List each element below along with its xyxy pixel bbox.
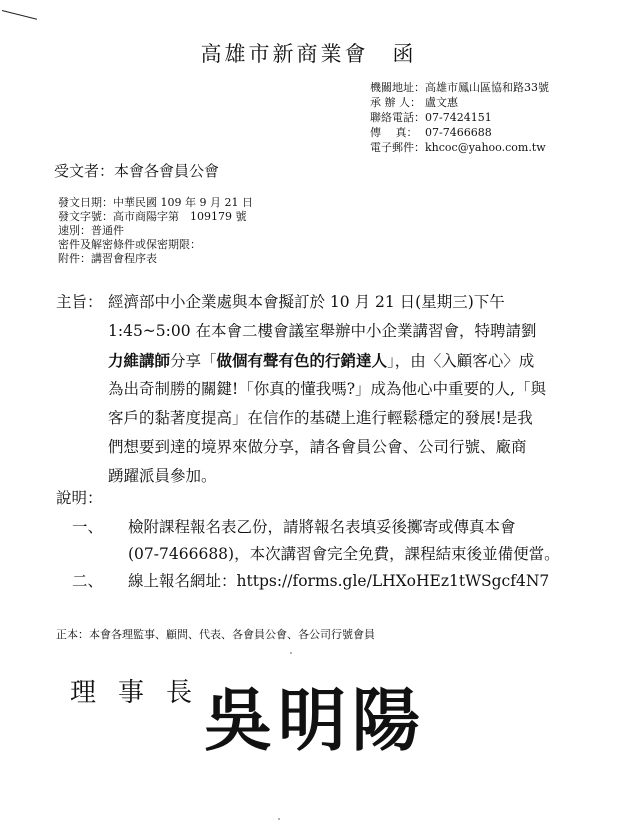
sender-contact-key: 承 辦 人： — [370, 96, 421, 109]
sender-fax-value: 07-7466688 — [425, 126, 492, 139]
item-text: (07-7466688)，本次講習會完全免費，課程結束後並備便當。 — [128, 545, 560, 563]
subject-line-text: 1:45~5:00 在本會二樓會議室舉辦中小企業講習會，特聘請劉 — [108, 322, 537, 340]
sender-address-key: 機關地址： — [370, 81, 425, 94]
scan-speck — [290, 652, 292, 654]
signature-glyphs: 吳明陽 — [204, 681, 427, 761]
explanation-item-1 — [72, 514, 560, 541]
copy-to-line: 正本：本會各理監事、顧問、代表、各會員公會、各公司行號會員 — [56, 628, 375, 641]
subject-line — [56, 404, 586, 433]
chairman-title: 理事長 — [70, 678, 215, 708]
sender-phone-row — [370, 110, 549, 125]
sender-contact-value: 盧文惠 — [425, 96, 458, 109]
urgency-level: 速別：普通件 — [58, 224, 124, 237]
subject-line-text: 經濟部中小企業處與本會擬訂於 10 月 21 日(星期三)下午 — [108, 293, 505, 311]
explanation-item-2 — [72, 568, 560, 595]
sender-fax-key: 傳 真： — [370, 126, 418, 139]
explanation-label: 說明： — [56, 489, 103, 507]
sender-phone-value: 07-7424151 — [425, 111, 492, 124]
recipient-line: 受文者：本會各會員公會 — [54, 162, 220, 180]
explanation-item-1-continuation — [72, 541, 560, 568]
sender-info-block — [370, 80, 549, 155]
subject-line-text: 們想要到達的境界來做分享，請各會員公會、公司行號、廠商 — [108, 438, 527, 456]
subject-line — [56, 288, 586, 317]
subject-line-text: 為出奇制勝的關鍵!「你真的懂我嗎?」成為他心中重要的人,「與 — [108, 380, 546, 398]
confidentiality-note: 密件及解密條件或保密期限： — [58, 238, 201, 251]
sender-email-row — [370, 140, 549, 155]
item-number: 二、 — [72, 572, 104, 590]
speaker-name: 力維講師 — [108, 351, 171, 370]
sender-contact-row — [370, 95, 549, 110]
sender-address-row — [370, 80, 549, 95]
sender-email-key: 電子郵件： — [370, 141, 425, 154]
chairman-signature-seal — [200, 672, 450, 762]
scan-corner-mark — [2, 10, 37, 20]
subject-line — [56, 433, 586, 462]
subject-line-text: 分享「 — [170, 352, 217, 370]
subject-block — [56, 288, 586, 491]
sender-email-value: khcoc@yahoo.com.tw — [425, 141, 546, 154]
attachment-note: 附件：講習會程序表 — [58, 252, 157, 265]
subject-label: 主旨： — [56, 293, 103, 311]
item-text: 檢附課程報名表乙份，請將報名表填妥後擲寄或傳真本會 — [128, 518, 516, 536]
subject-line-text: 」，由〈入顧客心〉成 — [387, 352, 535, 370]
sender-address-value: 高雄市鳳山區協和路33號 — [425, 81, 549, 94]
course-title: 做個有聲有色的行銷達人 — [216, 351, 388, 370]
registration-url-text: 線上報名網址：https://forms.gle/LHXoHEz1tWSgcf4N7 — [128, 572, 550, 590]
subject-line — [56, 462, 586, 491]
subject-line — [56, 375, 586, 404]
sender-fax-row — [370, 125, 549, 140]
subject-line — [56, 317, 586, 346]
subject-line — [56, 346, 586, 375]
sender-phone-key: 聯絡電話： — [370, 111, 425, 124]
dispatch-date: 發文日期：中華民國 109 年 9 月 21 日 — [58, 196, 253, 209]
letter-title: 高雄市新商業會 函 — [200, 42, 417, 66]
explanation-items — [72, 514, 560, 595]
item-number: 一、 — [72, 518, 104, 536]
dispatch-number: 發文字號：高市商陽字第 109179 號 — [58, 210, 247, 223]
subject-line-text: 踴躍派員參加。 — [108, 467, 217, 485]
subject-line-text: 客戶的黏著度提高」在信作的基礎上進行輕鬆穩定的發展!是我 — [108, 409, 533, 427]
scan-speck — [278, 818, 280, 820]
dispatch-meta-block — [58, 196, 253, 266]
